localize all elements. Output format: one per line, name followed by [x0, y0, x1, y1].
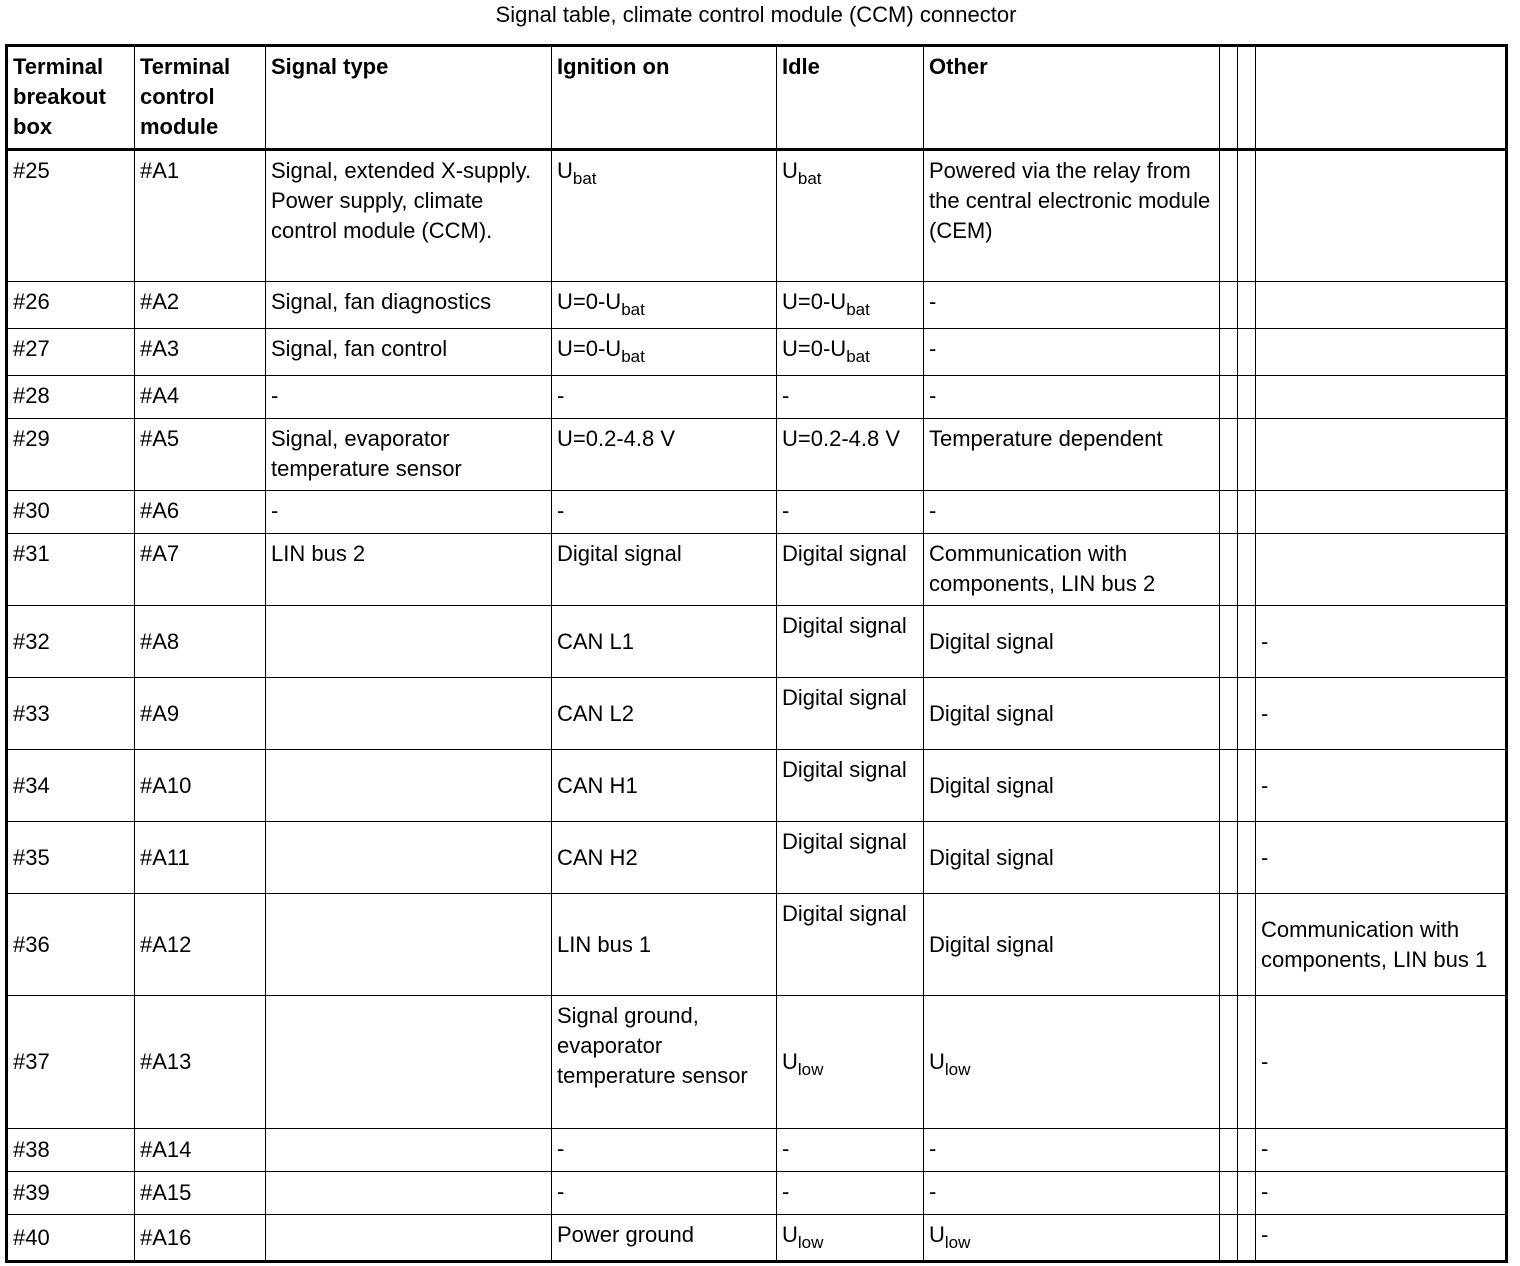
cell-ignition-on-value: -	[557, 383, 565, 408]
cell-terminal-breakout: #31	[7, 534, 135, 606]
cell-idle-value: Digital signal	[782, 901, 907, 926]
cell-terminal-module: #A6	[135, 491, 266, 534]
cell-spacer-1	[1220, 1172, 1238, 1215]
cell-other: Digital signal	[924, 678, 1220, 750]
cell-idle-value: U=0-U	[782, 289, 847, 314]
cell-spacer-1	[1220, 1129, 1238, 1172]
cell-ignition-on	[552, 329, 777, 376]
cell-signal-type	[266, 996, 552, 1129]
cell-spacer-2	[1238, 376, 1256, 419]
cell-other: Digital signal	[924, 750, 1220, 822]
cell-ignition-on	[552, 1172, 777, 1215]
cell-spacer-2	[1238, 329, 1256, 376]
cell-idle	[777, 750, 924, 822]
cell-ignition-on-value: -	[557, 1136, 565, 1161]
header-terminal-breakout-box: Terminal breakout box	[7, 46, 135, 150]
cell-idle	[777, 1172, 924, 1215]
cell-ignition-on-value: CAN H2	[557, 844, 638, 870]
header-spacer-2	[1238, 46, 1256, 150]
cell-extra: -	[1256, 750, 1507, 822]
cell-spacer-1	[1220, 678, 1238, 750]
cell-spacer-2	[1238, 1129, 1256, 1172]
cell-signal-type: LIN bus 2	[266, 534, 552, 606]
signal-table	[5, 44, 1508, 1263]
cell-spacer-1	[1220, 996, 1238, 1129]
cell-terminal-module: #A13	[135, 996, 266, 1129]
cell-terminal-module: #A5	[135, 419, 266, 491]
cell-signal-type: -	[266, 376, 552, 419]
cell-extra: -	[1256, 678, 1507, 750]
cell-spacer-2	[1238, 894, 1256, 996]
cell-signal-type: Signal, extended X-supply. Power supply, climate control module (CCM).	[266, 150, 552, 282]
cell-idle-value: Digital signal	[782, 541, 907, 566]
header-signal-type: Signal type	[266, 46, 552, 150]
cell-idle-subscript: bat	[846, 347, 870, 366]
cell-other: Digital signal	[924, 822, 1220, 894]
cell-ignition-on-value: U=0-U	[557, 336, 622, 361]
cell-ignition-on	[552, 996, 777, 1129]
cell-extra: -	[1256, 822, 1507, 894]
cell-ignition-on	[552, 1129, 777, 1172]
cell-terminal-breakout: #34	[7, 750, 135, 822]
header-terminal-control-module: Terminal control module	[135, 46, 266, 150]
cell-terminal-breakout: #35	[7, 822, 135, 894]
cell-terminal-breakout: #29	[7, 419, 135, 491]
cell-idle	[777, 329, 924, 376]
table-row	[7, 1215, 1507, 1262]
cell-terminal-breakout: #27	[7, 329, 135, 376]
cell-ignition-on	[552, 419, 777, 491]
cell-ignition-on-value: Signal ground, evaporator temperature sensor	[557, 1003, 748, 1088]
cell-idle	[777, 376, 924, 419]
cell-terminal-breakout: #40	[7, 1215, 135, 1262]
table-caption: Signal table, climate control module (CCM) connector	[495, 2, 1017, 27]
cell-idle-value: -	[782, 1136, 790, 1161]
cell-other: Digital signal	[924, 894, 1220, 996]
header-idle: Idle	[777, 46, 924, 150]
cell-other-value: U	[929, 1049, 945, 1074]
cell-idle	[777, 678, 924, 750]
cell-ignition-on	[552, 282, 777, 329]
cell-idle-value: U	[782, 158, 798, 183]
cell-extra	[1256, 282, 1507, 329]
header-row	[7, 46, 1507, 150]
cell-other-subscript: low	[944, 1233, 971, 1252]
cell-idle	[777, 491, 924, 534]
cell-idle-value: Digital signal	[782, 685, 907, 710]
cell-other: -	[924, 1129, 1220, 1172]
cell-signal-type	[266, 822, 552, 894]
cell-idle-subscript: bat	[797, 169, 822, 188]
header-extra	[1256, 46, 1507, 150]
cell-other: -	[924, 491, 1220, 534]
cell-idle	[777, 150, 924, 282]
table-row	[7, 1129, 1507, 1172]
cell-ignition-on	[552, 894, 777, 996]
cell-other: Powered via the relay from the central electronic module (CEM)	[924, 150, 1220, 282]
table-row	[7, 491, 1507, 534]
cell-other	[924, 996, 1220, 1129]
cell-idle	[777, 534, 924, 606]
cell-spacer-2	[1238, 678, 1256, 750]
cell-spacer-2	[1238, 606, 1256, 678]
table-row	[7, 329, 1507, 376]
cell-ignition-on-value: Digital signal	[557, 541, 682, 566]
cell-terminal-module: #A14	[135, 1129, 266, 1172]
cell-ignition-on-value: LIN bus 1	[557, 931, 652, 957]
cell-spacer-2	[1238, 282, 1256, 329]
cell-extra: Communication with components, LIN bus 1	[1256, 894, 1507, 996]
cell-terminal-module: #A10	[135, 750, 266, 822]
cell-spacer-1	[1220, 376, 1238, 419]
cell-idle-value: U	[782, 1222, 798, 1247]
cell-signal-type	[266, 1172, 552, 1215]
cell-terminal-module: #A1	[135, 150, 266, 282]
cell-other: -	[924, 1172, 1220, 1215]
table-row	[7, 894, 1507, 996]
cell-idle	[777, 1215, 924, 1262]
cell-spacer-1	[1220, 750, 1238, 822]
header-ignition-on: Ignition on	[552, 46, 777, 150]
cell-spacer-1	[1220, 894, 1238, 996]
cell-spacer-1	[1220, 1215, 1238, 1262]
cell-idle	[777, 822, 924, 894]
cell-terminal-module: #A3	[135, 329, 266, 376]
cell-ignition-on-value: CAN L1	[557, 628, 635, 654]
cell-terminal-breakout: #26	[7, 282, 135, 329]
cell-other-value: U	[929, 1222, 945, 1247]
cell-terminal-breakout: #25	[7, 150, 135, 282]
cell-other: -	[924, 329, 1220, 376]
cell-ignition-on-value: -	[557, 1179, 565, 1204]
cell-other: -	[924, 282, 1220, 329]
cell-terminal-module: #A9	[135, 678, 266, 750]
cell-terminal-module: #A15	[135, 1172, 266, 1215]
cell-ignition-on	[552, 606, 777, 678]
cell-idle-value: -	[782, 1179, 790, 1204]
cell-terminal-breakout: #32	[7, 606, 135, 678]
cell-terminal-breakout: #37	[7, 996, 135, 1129]
cell-extra: -	[1256, 1215, 1507, 1262]
cell-extra: -	[1256, 1172, 1507, 1215]
cell-signal-type: -	[266, 491, 552, 534]
table-row	[7, 750, 1507, 822]
cell-idle-value: -	[782, 383, 790, 408]
table-row	[7, 678, 1507, 750]
cell-idle	[777, 282, 924, 329]
cell-spacer-1	[1220, 419, 1238, 491]
table-row	[7, 419, 1507, 491]
cell-idle-subscript: bat	[846, 300, 870, 319]
cell-other-subscript: low	[944, 1060, 971, 1079]
cell-idle	[777, 996, 924, 1129]
cell-extra: -	[1256, 996, 1507, 1129]
cell-spacer-2	[1238, 534, 1256, 606]
cell-spacer-2	[1238, 491, 1256, 534]
cell-spacer-1	[1220, 150, 1238, 282]
cell-terminal-module: #A16	[135, 1215, 266, 1262]
cell-idle-value: U=0-U	[782, 336, 847, 361]
cell-ignition-on-value: Power ground	[557, 1222, 694, 1247]
cell-extra	[1256, 534, 1507, 606]
cell-spacer-2	[1238, 150, 1256, 282]
cell-terminal-breakout: #33	[7, 678, 135, 750]
cell-other: -	[924, 376, 1220, 419]
table-row	[7, 822, 1507, 894]
cell-idle-value: Digital signal	[782, 829, 907, 854]
cell-ignition-on-value: -	[557, 498, 565, 523]
cell-signal-type: Signal, evaporator temperature sensor	[266, 419, 552, 491]
cell-spacer-2	[1238, 750, 1256, 822]
cell-extra	[1256, 150, 1507, 282]
cell-ignition-on	[552, 534, 777, 606]
cell-other	[924, 1215, 1220, 1262]
table-body	[7, 150, 1507, 1262]
table-row	[7, 606, 1507, 678]
cell-ignition-on	[552, 678, 777, 750]
cell-spacer-1	[1220, 534, 1238, 606]
cell-ignition-on	[552, 1215, 777, 1262]
cell-signal-type	[266, 606, 552, 678]
cell-ignition-on-subscript: bat	[621, 347, 645, 366]
cell-ignition-on	[552, 750, 777, 822]
cell-extra	[1256, 329, 1507, 376]
cell-signal-type: Signal, fan control	[266, 329, 552, 376]
cell-spacer-1	[1220, 329, 1238, 376]
cell-ignition-on-subscript: bat	[621, 300, 645, 319]
cell-ignition-on-value: U=0.2-4.8 V	[557, 426, 676, 451]
cell-spacer-2	[1238, 1215, 1256, 1262]
table-row	[7, 996, 1507, 1129]
cell-spacer-1	[1220, 606, 1238, 678]
cell-terminal-module: #A7	[135, 534, 266, 606]
cell-terminal-module: #A2	[135, 282, 266, 329]
cell-ignition-on	[552, 491, 777, 534]
header-spacer-1	[1220, 46, 1238, 150]
table-row	[7, 282, 1507, 329]
cell-other: Communication with components, LIN bus 2	[924, 534, 1220, 606]
cell-spacer-1	[1220, 491, 1238, 534]
cell-extra	[1256, 491, 1507, 534]
cell-ignition-on	[552, 150, 777, 282]
cell-idle-value: U=0.2-4.8 V	[782, 426, 901, 451]
cell-terminal-breakout: #39	[7, 1172, 135, 1215]
cell-other: Digital signal	[924, 606, 1220, 678]
cell-extra	[1256, 376, 1507, 419]
cell-extra: -	[1256, 1129, 1507, 1172]
cell-ignition-on	[552, 376, 777, 419]
cell-signal-type	[266, 678, 552, 750]
cell-idle-value: U	[782, 1049, 798, 1074]
cell-spacer-2	[1238, 1172, 1256, 1215]
cell-ignition-on-value: CAN H1	[557, 772, 638, 798]
cell-signal-type	[266, 750, 552, 822]
cell-ignition-on-subscript: bat	[572, 169, 597, 188]
cell-terminal-breakout: #30	[7, 491, 135, 534]
cell-ignition-on-value: CAN L2	[557, 700, 635, 726]
cell-signal-type	[266, 894, 552, 996]
cell-idle-value: Digital signal	[782, 613, 907, 638]
cell-extra: -	[1256, 606, 1507, 678]
cell-extra	[1256, 419, 1507, 491]
cell-idle-subscript: low	[797, 1060, 824, 1079]
table-row	[7, 1172, 1507, 1215]
cell-terminal-breakout: #36	[7, 894, 135, 996]
table-row	[7, 376, 1507, 419]
cell-spacer-2	[1238, 419, 1256, 491]
header-other: Other	[924, 46, 1220, 150]
cell-signal-type	[266, 1129, 552, 1172]
cell-signal-type	[266, 1215, 552, 1262]
cell-terminal-module: #A11	[135, 822, 266, 894]
cell-spacer-1	[1220, 282, 1238, 329]
cell-terminal-module: #A8	[135, 606, 266, 678]
table-row	[7, 534, 1507, 606]
table-row	[7, 150, 1507, 282]
cell-ignition-on-value: U	[557, 158, 573, 183]
cell-idle	[777, 1129, 924, 1172]
cell-idle	[777, 894, 924, 996]
cell-terminal-module: #A4	[135, 376, 266, 419]
cell-ignition-on	[552, 822, 777, 894]
cell-signal-type: Signal, fan diagnostics	[266, 282, 552, 329]
cell-idle	[777, 419, 924, 491]
cell-terminal-module: #A12	[135, 894, 266, 996]
cell-idle	[777, 606, 924, 678]
cell-idle-value: -	[782, 498, 790, 523]
cell-idle-value: Digital signal	[782, 757, 907, 782]
cell-spacer-1	[1220, 822, 1238, 894]
cell-spacer-2	[1238, 996, 1256, 1129]
cell-ignition-on-value: U=0-U	[557, 289, 622, 314]
cell-idle-subscript: low	[797, 1233, 824, 1252]
cell-terminal-breakout: #38	[7, 1129, 135, 1172]
cell-terminal-breakout: #28	[7, 376, 135, 419]
cell-other: Temperature dependent	[924, 419, 1220, 491]
cell-spacer-2	[1238, 822, 1256, 894]
